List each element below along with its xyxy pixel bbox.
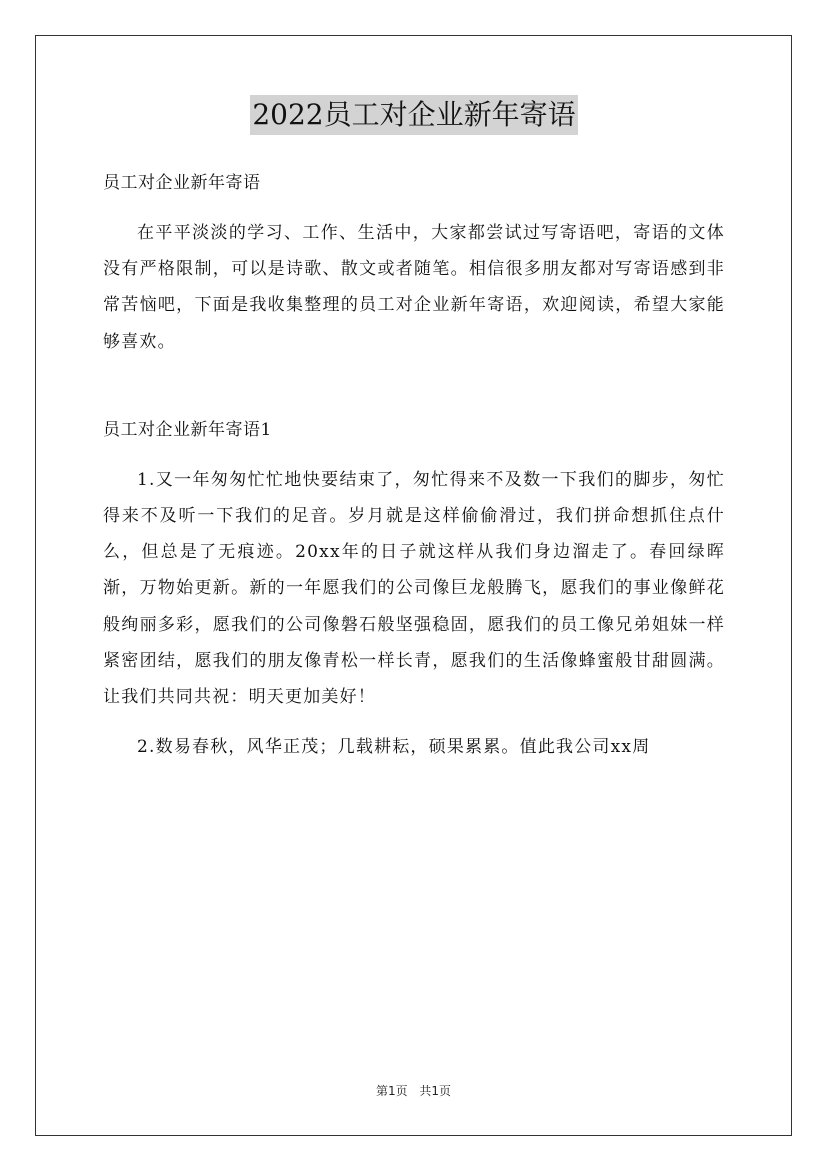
title-wrap — [103, 95, 725, 135]
page-number: 第1页 — [375, 1084, 408, 1098]
document-body — [103, 95, 725, 765]
page-footer — [0, 1083, 827, 1099]
page-total: 共1页 — [419, 1084, 452, 1098]
document-title: 2022员工对企业新年寄语 — [250, 95, 577, 135]
section-heading-1: 员工对企业新年寄语1 — [103, 419, 272, 440]
wish-item-2: 2.数易春秋，风华正茂；几载耕耘，硕果累累。值此我公司xx周 — [137, 737, 651, 758]
wish-item-1: 1.又一年匆匆忙忙地快要结束了，匆忙得来不及数一下我们的脚步，匆忙得来不及听一下我们的足音。岁月就是这样偷偷滑过，我们拼命想抓住点什么，但总是了无痕迹。20xx年的日子就这样从我们身边溜走了。春回绿晖渐，万物始更新。新的一年愿我们的公司像巨龙般腾飞，愿我们的事业像鲜花般绚丽多彩，愿我们的公司像磐石般坚强稳固，愿我们的员工像兄弟姐妹一样紧密团结，愿我们的朋友像青松一样长青，愿我们的生活像蜂蜜般甘甜圆满。让我们共同共祝：明天更加美好！ — [103, 469, 725, 708]
intro-paragraph: 在平平淡淡的学习、工作、生活中，大家都尝试过写寄语吧，寄语的文体没有严格限制，可以是诗歌、散文或者随笔。相信很多朋友都对写寄语感到非常苦恼吧，下面是我收集整理的员工对企业新年寄语，欢迎阅读，希望大家能够喜欢。 — [103, 223, 725, 352]
document-subtitle: 员工对企业新年寄语 — [103, 173, 261, 193]
